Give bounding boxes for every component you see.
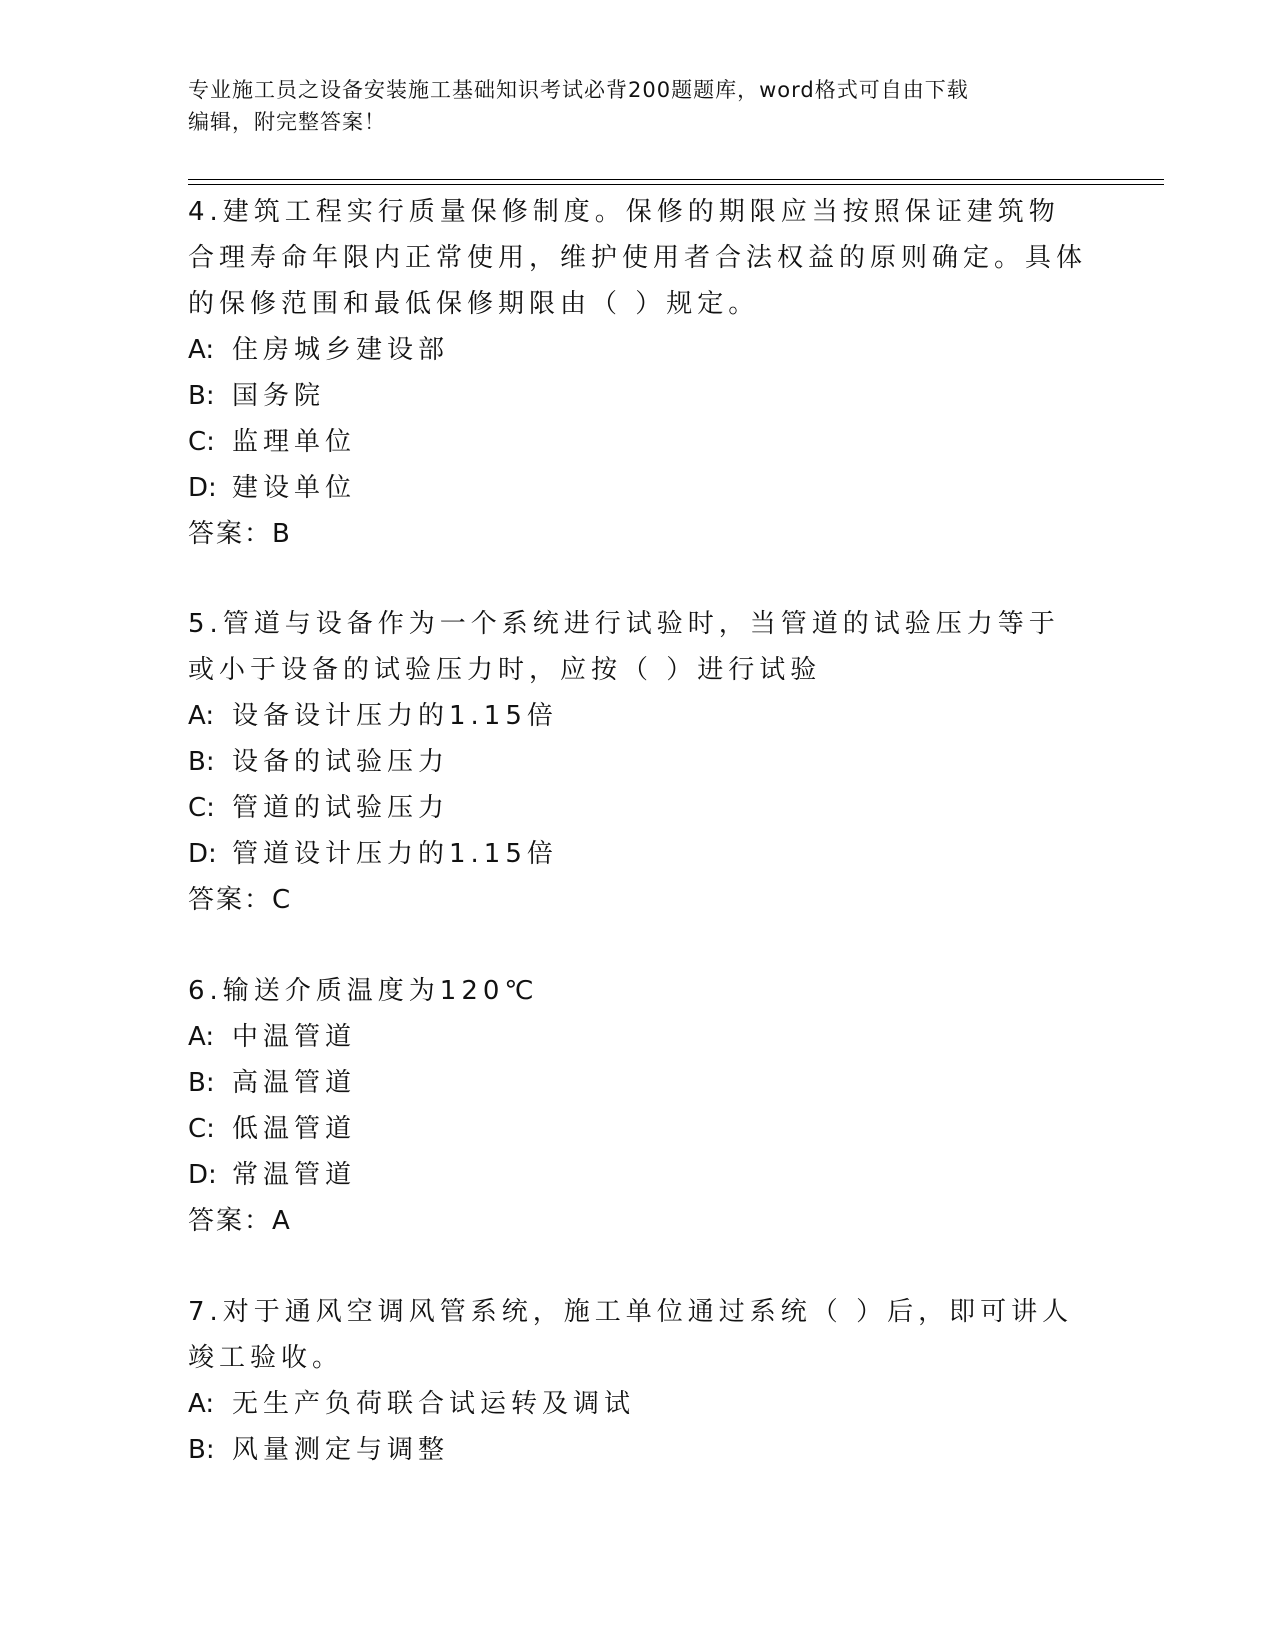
- question-text: 5.管道与设备作为一个系统进行试验时，当管道的试验压力等于或小于设备的试验压力时，应按（ ）进行试验: [188, 609, 1060, 685]
- option-letter: A:: [188, 335, 215, 365]
- option-text: 无生产负荷联合试运转及调试: [232, 1389, 636, 1419]
- option-text: 中温管道: [232, 1022, 357, 1052]
- answer-line: 答案：B: [188, 519, 292, 549]
- option-letter: A:: [188, 701, 215, 731]
- question-block: [188, 968, 1088, 1244]
- question-text: 6.输送介质温度为120℃: [188, 976, 539, 1006]
- option-letter: C:: [188, 793, 215, 823]
- option-letter: A:: [188, 1389, 215, 1419]
- option-b: [188, 373, 1088, 419]
- option-b: [188, 1060, 1088, 1106]
- option-letter: B:: [188, 1435, 215, 1465]
- option-letter: B:: [188, 381, 215, 411]
- header-divider-bottom: [188, 184, 1164, 185]
- option-text: 管道的试验压力: [232, 793, 450, 823]
- option-letter: C:: [188, 427, 215, 457]
- question-block: [188, 1289, 1088, 1473]
- option-text: 住房城乡建设部: [232, 335, 450, 365]
- header-line-2: 编辑，附完整答案！: [188, 110, 386, 134]
- document-header: [188, 74, 1088, 138]
- option-d: [188, 1152, 1088, 1198]
- question-block: [188, 189, 1088, 557]
- option-text: 风量测定与调整: [232, 1435, 450, 1465]
- option-c: [188, 419, 1088, 465]
- option-d: [188, 465, 1088, 511]
- option-d: [188, 831, 1088, 877]
- option-letter: D:: [188, 839, 217, 869]
- option-b: [188, 1427, 1088, 1473]
- option-text: 监理单位: [232, 427, 357, 457]
- option-letter: B:: [188, 747, 215, 777]
- option-letter: B:: [188, 1068, 215, 1098]
- option-a: [188, 1381, 1088, 1427]
- option-letter: D:: [188, 473, 217, 503]
- option-b: [188, 739, 1088, 785]
- option-text: 设备的试验压力: [232, 747, 450, 777]
- option-text: 常温管道: [232, 1160, 357, 1190]
- header-line-1: 专业施工员之设备安装施工基础知识考试必背200题题库，word格式可自由下载: [188, 78, 969, 102]
- option-text: 设备设计压力的1.15倍: [232, 701, 558, 731]
- question-text: 4.建筑工程实行质量保修制度。保修的期限应当按照保证建筑物合理寿命年限内正常使用，维护使用者合法权益的原则确定。具体的保修范围和最低保修期限由（ ）规定。: [188, 197, 1088, 319]
- header-divider-top: [188, 179, 1164, 180]
- option-text: 管道设计压力的1.15倍: [232, 839, 558, 869]
- option-text: 高温管道: [232, 1068, 357, 1098]
- option-letter: C:: [188, 1114, 215, 1144]
- option-c: [188, 1106, 1088, 1152]
- question-block: [188, 601, 1088, 923]
- option-a: [188, 327, 1088, 373]
- answer-line: 答案：A: [188, 1206, 292, 1236]
- option-c: [188, 785, 1088, 831]
- option-a: [188, 693, 1088, 739]
- option-a: [188, 1014, 1088, 1060]
- option-text: 国务院: [232, 381, 326, 411]
- option-letter: A:: [188, 1022, 215, 1052]
- question-text: 7.对于通风空调风管系统，施工单位通过系统（ ）后，即可讲人竣工验收。: [188, 1297, 1074, 1373]
- option-text: 低温管道: [232, 1114, 357, 1144]
- option-letter: D:: [188, 1160, 217, 1190]
- option-text: 建设单位: [232, 473, 357, 503]
- answer-line: 答案：C: [188, 885, 293, 915]
